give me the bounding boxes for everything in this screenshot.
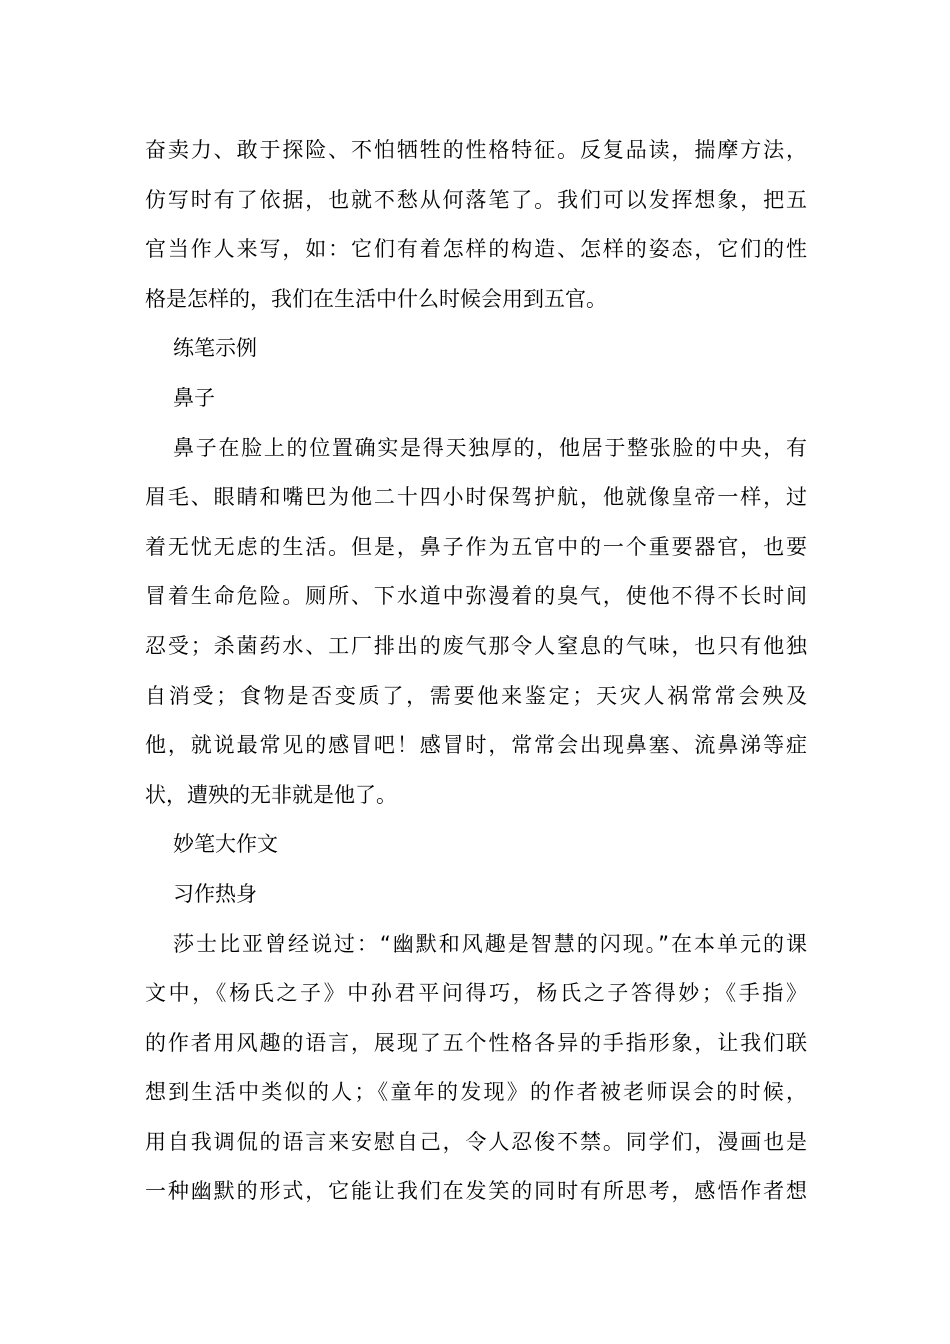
text-line: 仿写时有了依据，也就不愁从何落笔了。我们可以发挥想象，把五 (145, 187, 807, 212)
text-line: 奋卖力、敢于探险、不怕牺牲的性格特征。反复品读，揣摩方法， (145, 138, 807, 162)
text-line: 状，遭殃的无非就是他了。 (145, 782, 397, 807)
text-line: 用自我调侃的语言来安慰自己，令人忍俊不禁。同学们，漫画也是 (145, 1129, 807, 1154)
text-line: 忍受；杀菌药水、工厂排出的废气那令人窒息的气味，也只有他独 (145, 633, 807, 658)
text-line: 冒着生命危险。厕所、下水道中弥漫着的臭气，使他不得不长时间 (145, 584, 807, 609)
text-line: 着无忧无虑的生活。但是，鼻子作为五官中的一个重要器官，也要 (145, 534, 807, 559)
text-line: 练笔示例 (173, 336, 257, 361)
text-line: 想到生活中类似的人；《童年的发现》的作者被老师误会的时候， (145, 1080, 807, 1105)
text-line: 格是怎样的，我们在生活中什么时候会用到五官。 (145, 286, 607, 311)
text-line: 习作热身 (173, 881, 257, 906)
text-line: 的作者用风趣的语言，展现了五个性格各异的手指形象，让我们联 (145, 1030, 807, 1055)
document-body (145, 126, 807, 1217)
text-line: 莎士比亚曾经说过：“幽默和风趣是智慧的闪现。”在本单元的课 (173, 931, 807, 956)
text-line: 他，就说最常见的感冒吧！感冒时，常常会出现鼻塞、流鼻涕等症 (145, 733, 807, 758)
text-line: 一种幽默的形式，它能让我们在发笑的同时有所思考，感悟作者想 (145, 1179, 807, 1204)
text-line: 妙笔大作文 (173, 832, 278, 857)
text-line: 官当作人来写，如：它们有着怎样的构造、怎样的姿态，它们的性 (145, 237, 807, 262)
text-line: 眉毛、眼睛和嘴巴为他二十四小时保驾护航，他就像皇帝一样，过 (145, 485, 807, 510)
text-line: 鼻子 (173, 385, 215, 410)
text-line: 自消受；食物是否变质了，需要他来鉴定；天灾人祸常常会殃及 (145, 683, 807, 708)
text-line: 文中，《杨氏之子》中孙君平问得巧，杨氏之子答得妙；《手指》 (145, 981, 807, 1006)
text-line: 鼻子在脸上的位置确实是得天独厚的，他居于整张脸的中央，有 (173, 435, 807, 460)
